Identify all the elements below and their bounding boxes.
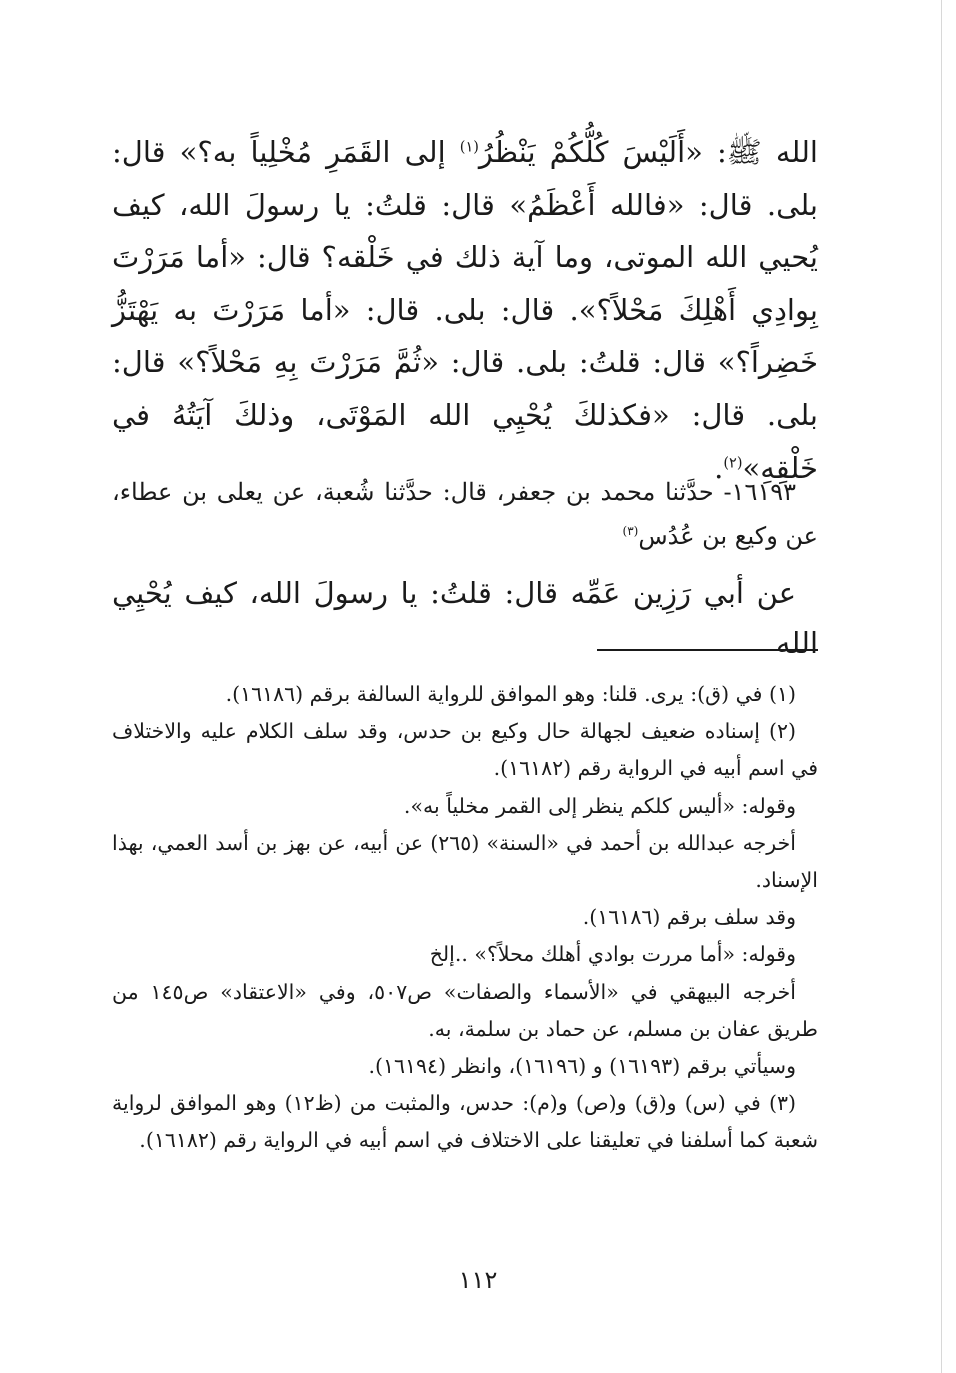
footnote-line: وسيأتي برقم (١٦١٩٣) و (١٦١٩٦)، وانظر (١٦١٩٤). [368, 1054, 796, 1079]
isnad-paragraph [112, 470, 818, 558]
footnotes-section [112, 676, 818, 1160]
footnote-marker-1: (١) [459, 139, 479, 156]
footnote-separator [597, 649, 818, 651]
footnote-marker-3: (٣) [622, 524, 639, 538]
footnote-marker-2: (٢) [723, 454, 743, 471]
footnote-line: أخرجه عبدالله بن أحمد في «السنة» (٢٦٥) عن أبيه، عن بهز بن أسد العمي، بهذا الإسناد. [112, 830, 818, 893]
footnote-line: أخرجه البيهقي في «الأسماء والصفات» ص٥٠٧، وفي «الاعتقاد» ص١٤٥ من طريق عفان بن مسلم، عن حماد بن سلمة، به. [112, 979, 818, 1041]
hadith-isnad [112, 470, 818, 558]
main-text-part-2: إلى القَمَرِ مُخْلِياً به؟» قال: بلى. قال: «فالله أَعْظَمُ» قال: قلتُ: يا رسولَ الله، كيف يُحيي الله الموتى، وما آية ذلك في خَلْقه؟ قال: «أما مَرَرْتَ بِوادِي أَهْلِكَ مَحْلاً؟». قال: بلى. قال: «أما مَرَرْتَ به يَهْتَزُّ خَضِراً؟» قال: قلتُ: بلى. قال: «ثُمَّ مَرَرْتَ بِهِ مَحْلاً؟» قال: بلى. قال: «فكذلكَ يُحْيِي الله المَوْتَى، وذلكَ آيَتُهُ في خَلْقِهِ» [112, 135, 818, 485]
footnote-line: وقوله: «أما مررت بوادي أهلك محلاً؟» ..إلخ [429, 942, 796, 967]
main-hadith-text [112, 126, 818, 494]
page-number: ١١٢ [458, 1266, 498, 1294]
isnad-text: ١٦١٩٣- حدَّثنا محمد بن جعفر، قال: حدَّثنا شُعبة، عن يعلى بن عطاء، عن وكيع بن عُدُس [112, 478, 818, 550]
main-text-part-1: الله ﷺ: «أَلَيْسَ كُلُّكُمْ يَنْظُرُ [478, 135, 818, 169]
footnote-line: (٢) إسناده ضعيف لجهالة حال وكيع بن حدس، وقد سلف الكلام عليه والاختلاف في اسم أبيه في الرواية رقم (١٦١٨٢). [112, 719, 818, 781]
footnote-line: (١) في (ق): يرى. قلنا: وهو الموافق للرواية السالفة برقم (١٦١٨٦). [225, 682, 796, 706]
main-text-end: . [714, 450, 724, 485]
hadith-matn: عن أبي رَزِين عَمِّه قال: قلتُ: يا رسولَ الله، كيف يُحْيِي الله [112, 576, 818, 660]
footnote-line: وقد سلف برقم (١٦١٨٦). [582, 905, 796, 930]
footnote-line: (٣) في (س) و(ق) و(ص) و(م): حدس، والمثبت من (ظ١٢) وهو الموافق لرواية شعبة كما أسلفنا في تعليقنا على الاختلاف في اسم أبيه في الرواية رقم (١٦١٨٢). [112, 1091, 818, 1153]
scan-edge-line [941, 0, 942, 1373]
footnote-line: وقوله: «أليس كلكم ينظر إلى القمر مخلياً به». [403, 793, 796, 818]
